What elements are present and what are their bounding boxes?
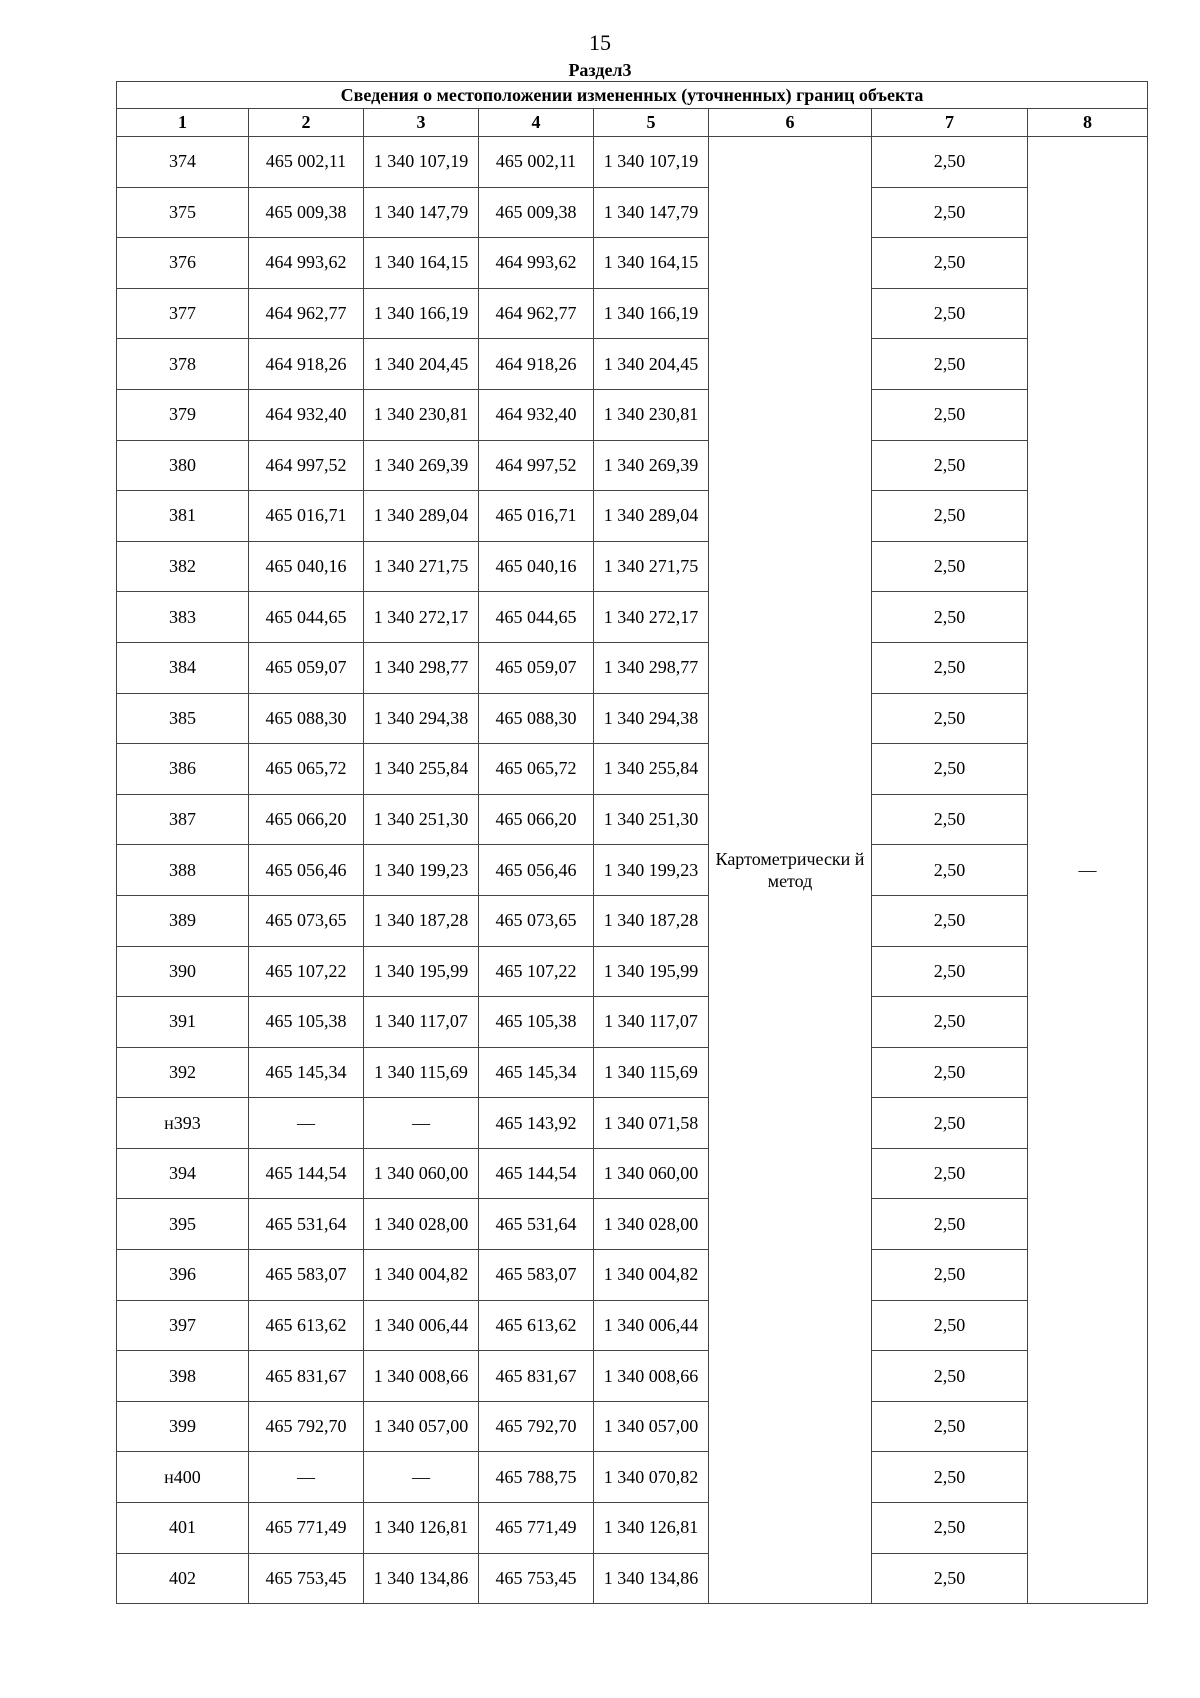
x-old-cell: 464 962,77: [249, 288, 364, 339]
y-new-cell: 1 340 004,82: [594, 1250, 709, 1301]
x-new-cell: 465 788,75: [479, 1452, 594, 1503]
y-new-cell: 1 340 134,86: [594, 1553, 709, 1604]
x-old-cell: 465 583,07: [249, 1250, 364, 1301]
x-new-cell: 465 145,34: [479, 1047, 594, 1098]
column-number-6: 6: [709, 109, 872, 137]
y-old-cell: 1 340 272,17: [364, 592, 479, 643]
x-old-cell: 465 771,49: [249, 1503, 364, 1554]
y-old-cell: 1 340 115,69: [364, 1047, 479, 1098]
x-new-cell: 465 044,65: [479, 592, 594, 643]
x-old-cell: 465 145,34: [249, 1047, 364, 1098]
x-old-cell: 465 016,71: [249, 491, 364, 542]
point-cell: 384: [117, 642, 249, 693]
x-old-cell: 465 059,07: [249, 642, 364, 693]
accuracy-cell: 2,50: [872, 1250, 1028, 1301]
x-new-cell: 465 107,22: [479, 946, 594, 997]
y-new-cell: 1 340 071,58: [594, 1098, 709, 1149]
y-old-cell: 1 340 195,99: [364, 946, 479, 997]
table-row: [117, 1199, 1148, 1250]
point-cell: 386: [117, 744, 249, 795]
x-old-cell: 464 918,26: [249, 339, 364, 390]
table-row: [117, 440, 1148, 491]
table-row: [117, 794, 1148, 845]
table-row: [117, 744, 1148, 795]
point-cell: 376: [117, 238, 249, 289]
column-number-row: [117, 109, 1148, 137]
x-old-cell: 465 040,16: [249, 541, 364, 592]
table-row: [117, 389, 1148, 440]
accuracy-cell: 2,50: [872, 288, 1028, 339]
column-number-8: 8: [1028, 109, 1148, 137]
accuracy-cell: 2,50: [872, 1401, 1028, 1452]
y-old-cell: 1 340 060,00: [364, 1148, 479, 1199]
point-cell: 380: [117, 440, 249, 491]
x-new-cell: 465 753,45: [479, 1553, 594, 1604]
table-row: [117, 491, 1148, 542]
point-cell: 388: [117, 845, 249, 896]
table-row: [117, 946, 1148, 997]
section-title: Раздел3: [568, 60, 632, 80]
y-new-cell: 1 340 269,39: [594, 440, 709, 491]
y-new-cell: 1 340 166,19: [594, 288, 709, 339]
accuracy-cell: 2,50: [872, 642, 1028, 693]
y-new-cell: 1 340 147,79: [594, 187, 709, 238]
x-new-cell: 465 073,65: [479, 895, 594, 946]
page-number: 15: [589, 30, 611, 55]
x-new-cell: 465 771,49: [479, 1503, 594, 1554]
y-old-cell: 1 340 199,23: [364, 845, 479, 896]
x-new-cell: 465 016,71: [479, 491, 594, 542]
table-row: [117, 1452, 1148, 1503]
column-number-5: 5: [594, 109, 709, 137]
accuracy-cell: 2,50: [872, 1199, 1028, 1250]
accuracy-cell: 2,50: [872, 1148, 1028, 1199]
x-old-cell: 465 831,67: [249, 1351, 364, 1402]
x-new-cell: 465 040,16: [479, 541, 594, 592]
x-new-cell: 465 613,62: [479, 1300, 594, 1351]
y-old-cell: 1 340 164,15: [364, 238, 479, 289]
point-cell: 399: [117, 1401, 249, 1452]
table-row: [117, 997, 1148, 1048]
y-new-cell: 1 340 230,81: [594, 389, 709, 440]
x-new-cell: 465 009,38: [479, 187, 594, 238]
x-new-cell: 464 962,77: [479, 288, 594, 339]
y-old-cell: 1 340 271,75: [364, 541, 479, 592]
accuracy-cell: 2,50: [872, 1098, 1028, 1149]
table-caption: Сведения о местоположении измененных (уточненных) границ объекта: [117, 82, 1148, 109]
column-8-cell: —: [1028, 137, 1148, 1604]
x-old-cell: 465 792,70: [249, 1401, 364, 1452]
point-cell: 392: [117, 1047, 249, 1098]
point-cell: 396: [117, 1250, 249, 1301]
y-old-cell: 1 340 057,00: [364, 1401, 479, 1452]
x-new-cell: 465 065,72: [479, 744, 594, 795]
x-old-cell: 465 107,22: [249, 946, 364, 997]
y-old-cell: 1 340 230,81: [364, 389, 479, 440]
x-new-cell: 465 002,11: [479, 137, 594, 188]
table-row: [117, 541, 1148, 592]
y-old-cell: 1 340 147,79: [364, 187, 479, 238]
x-new-cell: 464 997,52: [479, 440, 594, 491]
x-old-cell: —: [249, 1452, 364, 1503]
y-new-cell: 1 340 272,17: [594, 592, 709, 643]
accuracy-cell: 2,50: [872, 997, 1028, 1048]
y-old-cell: 1 340 289,04: [364, 491, 479, 542]
table-row: [117, 642, 1148, 693]
y-old-cell: —: [364, 1452, 479, 1503]
y-new-cell: 1 340 006,44: [594, 1300, 709, 1351]
x-old-cell: 465 044,65: [249, 592, 364, 643]
x-new-cell: 465 831,67: [479, 1351, 594, 1402]
point-cell: 379: [117, 389, 249, 440]
accuracy-cell: 2,50: [872, 1452, 1028, 1503]
accuracy-cell: 2,50: [872, 1553, 1028, 1604]
point-cell: 382: [117, 541, 249, 592]
accuracy-cell: 2,50: [872, 592, 1028, 643]
accuracy-cell: 2,50: [872, 794, 1028, 845]
x-old-cell: 465 613,62: [249, 1300, 364, 1351]
accuracy-cell: 2,50: [872, 946, 1028, 997]
y-new-cell: 1 340 117,07: [594, 997, 709, 1048]
x-new-cell: 465 056,46: [479, 845, 594, 896]
x-old-cell: 465 531,64: [249, 1199, 364, 1250]
point-cell: 381: [117, 491, 249, 542]
y-new-cell: 1 340 008,66: [594, 1351, 709, 1402]
y-old-cell: 1 340 117,07: [364, 997, 479, 1048]
table-row: [117, 1250, 1148, 1301]
table-row: [117, 845, 1148, 896]
y-new-cell: 1 340 271,75: [594, 541, 709, 592]
y-old-cell: 1 340 255,84: [364, 744, 479, 795]
y-new-cell: 1 340 294,38: [594, 693, 709, 744]
point-cell: 397: [117, 1300, 249, 1351]
column-number-7: 7: [872, 109, 1028, 137]
point-cell: 387: [117, 794, 249, 845]
table-row: [117, 693, 1148, 744]
y-new-cell: 1 340 195,99: [594, 946, 709, 997]
y-new-cell: 1 340 070,82: [594, 1452, 709, 1503]
accuracy-cell: 2,50: [872, 541, 1028, 592]
x-old-cell: 465 073,65: [249, 895, 364, 946]
x-old-cell: 465 002,11: [249, 137, 364, 188]
x-old-cell: 464 993,62: [249, 238, 364, 289]
x-new-cell: 465 088,30: [479, 693, 594, 744]
x-old-cell: 465 088,30: [249, 693, 364, 744]
x-new-cell: 465 792,70: [479, 1401, 594, 1452]
accuracy-cell: 2,50: [872, 187, 1028, 238]
accuracy-cell: 2,50: [872, 137, 1028, 188]
y-new-cell: 1 340 251,30: [594, 794, 709, 845]
point-cell: 391: [117, 997, 249, 1048]
y-new-cell: 1 340 057,00: [594, 1401, 709, 1452]
y-old-cell: 1 340 126,81: [364, 1503, 479, 1554]
y-old-cell: —: [364, 1098, 479, 1149]
point-cell: 374: [117, 137, 249, 188]
point-cell: 390: [117, 946, 249, 997]
x-old-cell: 465 056,46: [249, 845, 364, 896]
boundary-coordinates-table: [116, 81, 1148, 1604]
x-old-cell: 465 009,38: [249, 187, 364, 238]
accuracy-cell: 2,50: [872, 238, 1028, 289]
x-new-cell: 465 059,07: [479, 642, 594, 693]
point-cell: 377: [117, 288, 249, 339]
accuracy-cell: 2,50: [872, 1047, 1028, 1098]
accuracy-cell: 2,50: [872, 693, 1028, 744]
accuracy-cell: 2,50: [872, 339, 1028, 390]
accuracy-cell: 2,50: [872, 1300, 1028, 1351]
table-row: [117, 238, 1148, 289]
point-cell: 402: [117, 1553, 249, 1604]
table-body: [117, 137, 1148, 1604]
x-old-cell: 465 066,20: [249, 794, 364, 845]
y-old-cell: 1 340 294,38: [364, 693, 479, 744]
y-new-cell: 1 340 060,00: [594, 1148, 709, 1199]
table-row: [117, 1351, 1148, 1402]
accuracy-cell: 2,50: [872, 440, 1028, 491]
point-cell: 398: [117, 1351, 249, 1402]
x-old-cell: 464 997,52: [249, 440, 364, 491]
y-old-cell: 1 340 028,00: [364, 1199, 479, 1250]
table-row: [117, 1047, 1148, 1098]
accuracy-cell: 2,50: [872, 845, 1028, 896]
point-cell: н400: [117, 1452, 249, 1503]
table-row: [117, 1503, 1148, 1554]
table-row: [117, 1148, 1148, 1199]
table-row: [117, 895, 1148, 946]
point-cell: н393: [117, 1098, 249, 1149]
y-old-cell: 1 340 298,77: [364, 642, 479, 693]
y-old-cell: 1 340 008,66: [364, 1351, 479, 1402]
y-new-cell: 1 340 126,81: [594, 1503, 709, 1554]
y-new-cell: 1 340 107,19: [594, 137, 709, 188]
accuracy-cell: 2,50: [872, 1503, 1028, 1554]
table-row: [117, 1553, 1148, 1604]
y-new-cell: 1 340 164,15: [594, 238, 709, 289]
x-new-cell: 464 918,26: [479, 339, 594, 390]
y-old-cell: 1 340 107,19: [364, 137, 479, 188]
y-old-cell: 1 340 251,30: [364, 794, 479, 845]
x-new-cell: 465 143,92: [479, 1098, 594, 1149]
accuracy-cell: 2,50: [872, 491, 1028, 542]
column-number-2: 2: [249, 109, 364, 137]
x-new-cell: 465 531,64: [479, 1199, 594, 1250]
x-old-cell: 464 932,40: [249, 389, 364, 440]
column-number-1: 1: [117, 109, 249, 137]
x-old-cell: 465 105,38: [249, 997, 364, 1048]
table-row: [117, 288, 1148, 339]
point-cell: 385: [117, 693, 249, 744]
x-new-cell: 465 066,20: [479, 794, 594, 845]
table-row: [117, 187, 1148, 238]
table-row: [117, 137, 1148, 188]
y-new-cell: 1 340 199,23: [594, 845, 709, 896]
table-row: [117, 1098, 1148, 1149]
y-old-cell: 1 340 004,82: [364, 1250, 479, 1301]
y-old-cell: 1 340 269,39: [364, 440, 479, 491]
accuracy-cell: 2,50: [872, 1351, 1028, 1402]
y-old-cell: 1 340 134,86: [364, 1553, 479, 1604]
x-new-cell: 465 583,07: [479, 1250, 594, 1301]
point-cell: 394: [117, 1148, 249, 1199]
accuracy-cell: 2,50: [872, 744, 1028, 795]
x-old-cell: 465 065,72: [249, 744, 364, 795]
x-new-cell: 465 105,38: [479, 997, 594, 1048]
y-new-cell: 1 340 115,69: [594, 1047, 709, 1098]
x-new-cell: 465 144,54: [479, 1148, 594, 1199]
y-new-cell: 1 340 255,84: [594, 744, 709, 795]
y-old-cell: 1 340 006,44: [364, 1300, 479, 1351]
table-row: [117, 339, 1148, 390]
column-number-3: 3: [364, 109, 479, 137]
y-new-cell: 1 340 028,00: [594, 1199, 709, 1250]
point-cell: 378: [117, 339, 249, 390]
column-number-4: 4: [479, 109, 594, 137]
table-row: [117, 1300, 1148, 1351]
x-old-cell: —: [249, 1098, 364, 1149]
table-row: [117, 1401, 1148, 1452]
x-new-cell: 464 932,40: [479, 389, 594, 440]
point-cell: 401: [117, 1503, 249, 1554]
accuracy-cell: 2,50: [872, 895, 1028, 946]
table-row: [117, 592, 1148, 643]
accuracy-cell: 2,50: [872, 389, 1028, 440]
point-cell: 375: [117, 187, 249, 238]
point-cell: 383: [117, 592, 249, 643]
point-cell: 389: [117, 895, 249, 946]
y-new-cell: 1 340 204,45: [594, 339, 709, 390]
y-new-cell: 1 340 289,04: [594, 491, 709, 542]
x-new-cell: 464 993,62: [479, 238, 594, 289]
y-old-cell: 1 340 187,28: [364, 895, 479, 946]
y-old-cell: 1 340 204,45: [364, 339, 479, 390]
y-new-cell: 1 340 187,28: [594, 895, 709, 946]
x-old-cell: 465 753,45: [249, 1553, 364, 1604]
y-new-cell: 1 340 298,77: [594, 642, 709, 693]
x-old-cell: 465 144,54: [249, 1148, 364, 1199]
method-cell: Картометрически й метод: [709, 137, 872, 1604]
y-old-cell: 1 340 166,19: [364, 288, 479, 339]
point-cell: 395: [117, 1199, 249, 1250]
